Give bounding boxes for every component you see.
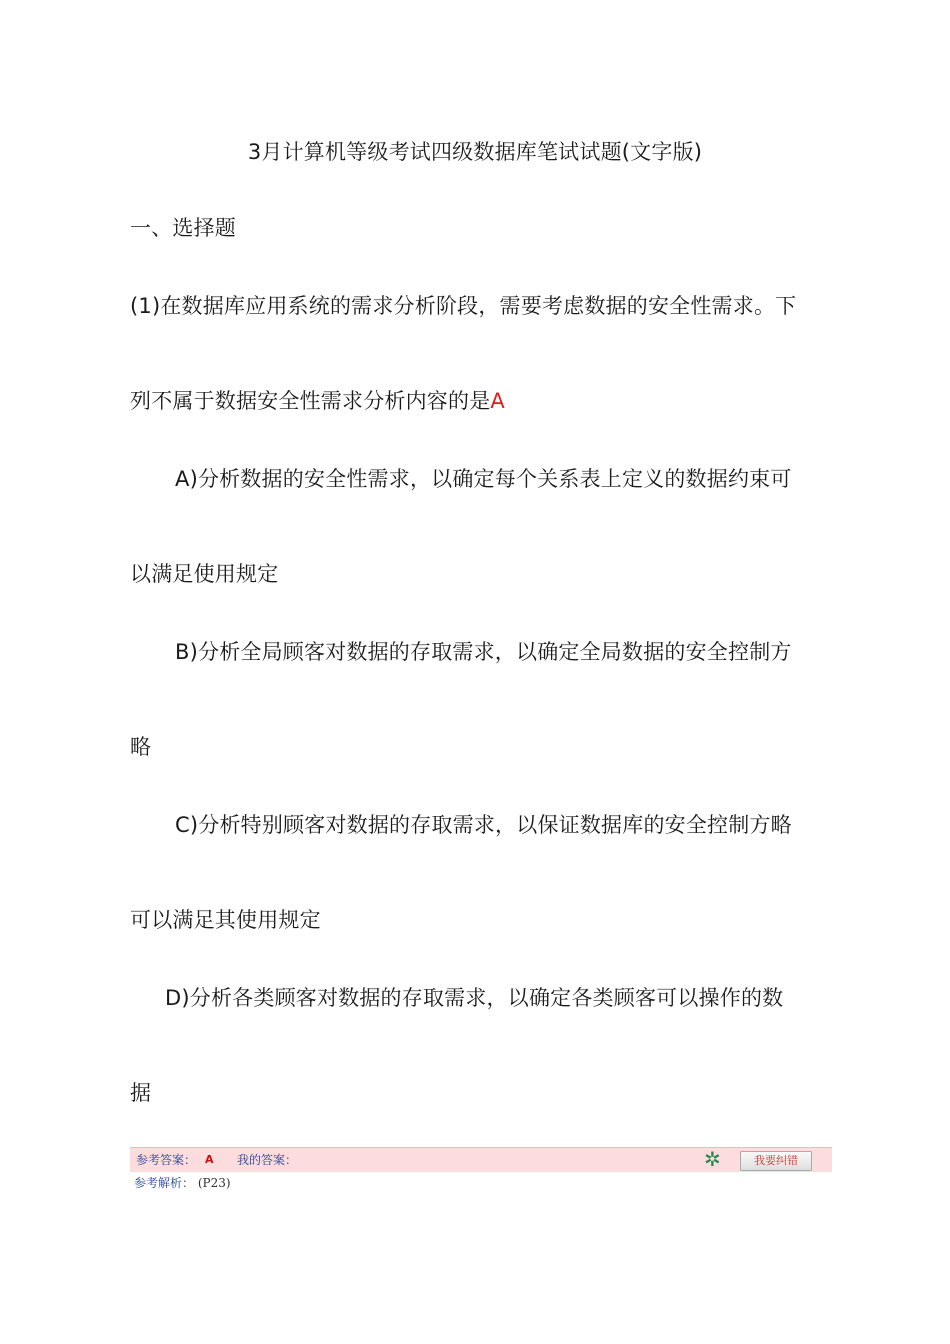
report-error-button[interactable]: 我要纠错 (740, 1151, 812, 1171)
option-d-line-2: 据 (130, 1081, 152, 1105)
option-a-line-2: 以满足使用规定 (130, 562, 279, 586)
section-heading: 一、选择题 (130, 216, 236, 240)
option-d-line-1: D)分析各类顾客对数据的存取需求，以确定各类顾客可以操作的数 (165, 986, 784, 1010)
option-b-line-2: 略 (130, 735, 152, 759)
explanation-line (134, 1174, 231, 1192)
option-c-line-1: C)分析特别顾客对数据的存取需求，以保证数据库的安全控制方略 (175, 813, 792, 837)
option-c-line-2: 可以满足其使用规定 (130, 908, 321, 932)
reference-answer-label: 参考答案： (136, 1153, 197, 1167)
answer-mark: A (490, 389, 505, 413)
option-b-line-1: B)分析全局顾客对数据的存取需求，以确定全局数据的安全控制方 (175, 640, 792, 664)
question-line-1: (1)在数据库应用系统的需求分析阶段，需要考虑数据的安全性需求。下 (130, 294, 797, 318)
my-answer-label: 我的答案： (237, 1153, 298, 1167)
question-stem-text: 列不属于数据安全性需求分析内容的是 (130, 389, 491, 413)
option-a-line-1: A)分析数据的安全性需求，以确定每个关系表上定义的数据约束可 (175, 467, 792, 491)
leaf-icon: ✲ (704, 1147, 721, 1171)
question-line-2 (130, 387, 505, 415)
answer-bar (130, 1147, 832, 1172)
explanation-value: (P23) (197, 1176, 231, 1190)
page-title: 3月计算机等级考试四级数据库笔试试题(文字版) (247, 140, 703, 164)
explanation-label: 参考解析： (134, 1176, 195, 1190)
reference-answer-value: A (205, 1153, 214, 1166)
